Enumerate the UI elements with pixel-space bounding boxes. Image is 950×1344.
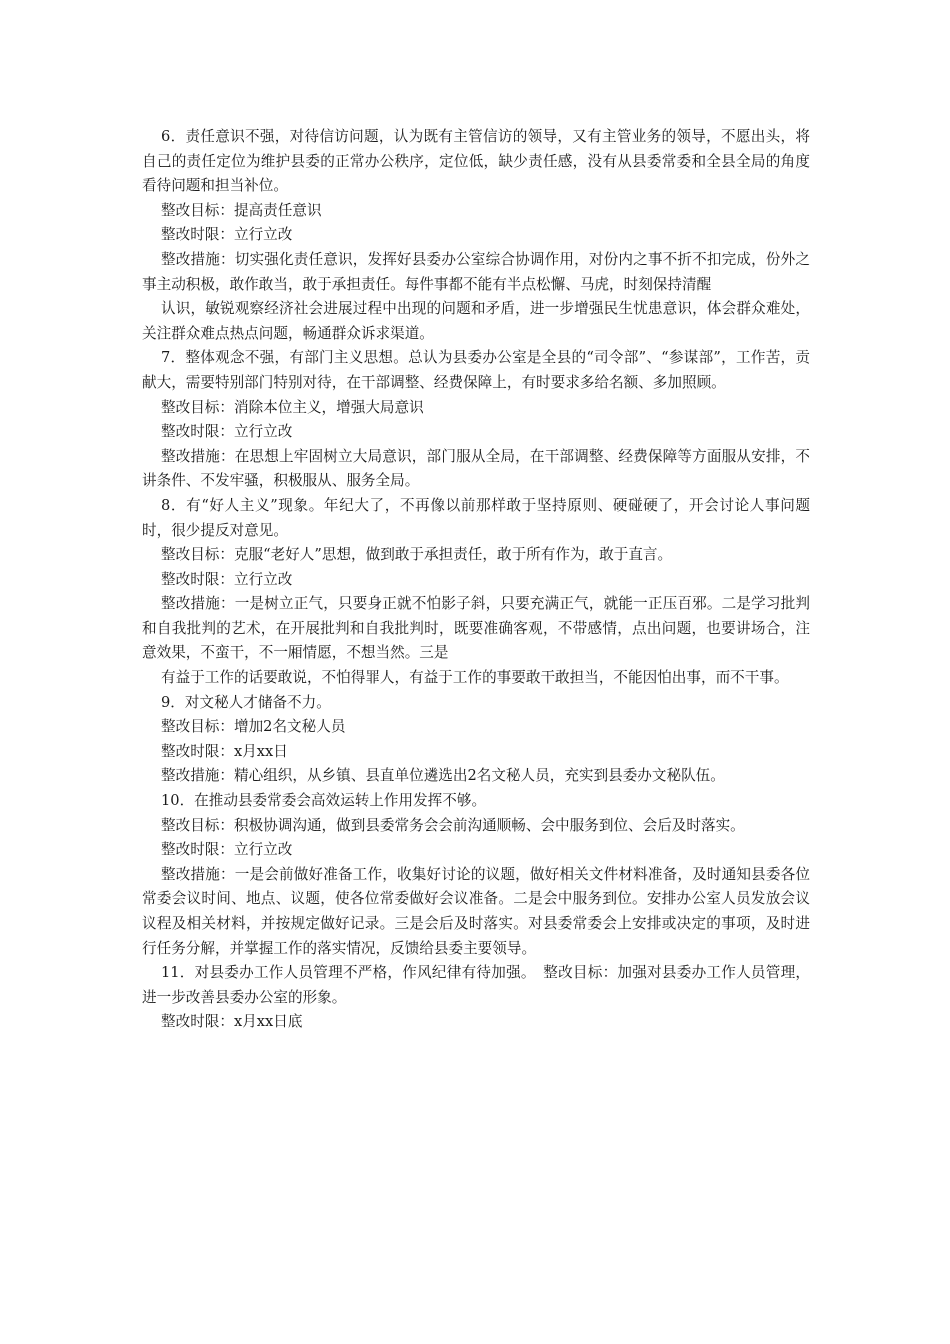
paragraph-issue-8: 8．有“好人主义”现象。年纪大了，不再像以前那样敢于坚持原则、硬碰硬了，开会讨论人事问题时，很少提反对意见。 — [142, 496, 810, 539]
paragraph-deadline-10: 整改时限：立行立改 — [161, 841, 293, 859]
paragraph-target-9: 整改目标：增加2名文秘人员 — [161, 718, 346, 736]
paragraph-issue-9: 9．对文秘人才储备不力。 — [161, 693, 331, 711]
paragraph-target-10: 整改目标：积极协调沟通，做到县委常务会会前沟通顺畅、会中服务到位、会后及时落实。 — [161, 816, 745, 834]
paragraph-deadline-11: 整改时限：x月xx日底 — [161, 1013, 303, 1031]
paragraph-deadline-7: 整改时限：立行立改 — [161, 423, 293, 441]
paragraph-measure-9: 整改措施：精心组织，从乡镇、县直单位遴选出2名文秘人员，充实到县委办文秘队伍。 — [161, 767, 725, 785]
paragraph-deadline-8: 整改时限：立行立改 — [161, 570, 293, 588]
paragraph-measure-10: 整改措施：一是会前做好准备工作，收集好讨论的议题，做好相关文件材料准备，及时通知县委各位常委会议时间、地点、议题，使各位常委做好会议准备。二是会中服务到位。安排办公室人员发放会议议程及相关材料，并按规定做好记录。三是会后及时落实。对县委常委会上安排或决定的事项，及时进行任务分解，并掌握工作的落实情况，反馈给县委主要领导。 — [142, 865, 810, 957]
paragraph-target-8: 整改目标：克服“老好人”思想，做到敢于承担责任，敢于所有作为，敢于直言。 — [161, 546, 673, 564]
paragraph-target-7: 整改目标：消除本位主义，增强大局意识 — [161, 398, 424, 416]
paragraph-deadline-6: 整改时限：立行立改 — [161, 226, 293, 244]
paragraph-measure-6: 整改措施：切实强化责任意识，发挥好县委办公室综合协调作用，对份内之事不折不扣完成，份外之事主动积极，敢作敢当，敢于承担责任。每件事都不能有半点松懈、马虎，时刻保持清醒 — [142, 250, 810, 293]
paragraph-deadline-9: 整改时限：x月xx日 — [161, 742, 288, 760]
paragraph-measure-6-cont: 认识，敏锐观察经济社会进展过程中出现的问题和矛盾，进一步增强民生忧患意识，体会群众难处，关注群众难点热点问题，畅通群众诉求渠道。 — [142, 300, 810, 342]
paragraph-issue-6: 6．责任意识不强，对待信访问题，认为既有主管信访的领导，又有主管业务的领导，不愿出头，将自己的责任定位为维护县委的正常办公秩序，定位低，缺少责任感，没有从县委常委和全县全局的角度看待问题和担当补位。 — [142, 128, 810, 195]
paragraph-measure-8: 整改措施：一是树立正气，只要身正就不怕影子斜，只要充满正气，就能一正压百邪。二是学习批判和自我批判的艺术，在开展批判和自我批判时，既要准确客观，不带感情，点出问题，也要讲场合，注意效果，不蛮干，不一厢情愿，不想当然。三是 — [142, 595, 810, 662]
paragraph-measure-7: 整改措施：在思想上牢固树立大局意识，部门服从全局，在干部调整、经费保障等方面服从安排，不讲条件、不发牢骚，积极服从、服务全局。 — [142, 447, 810, 490]
paragraph-issue-11: 11．对县委办工作人员管理不严格，作风纪律有待加强。 整改目标：加强对县委办工作人员管理，进一步改善县委办公室的形象。 — [142, 964, 810, 1006]
document-body — [142, 125, 810, 1035]
paragraph-measure-8-cont: 有益于工作的话要敢说，不怕得罪人，有益于工作的事要敢干敢担当，不能因怕出事，而不干事。 — [161, 669, 789, 687]
paragraph-issue-10: 10．在推动县委常委会高效运转上作用发挥不够。 — [161, 792, 487, 810]
paragraph-issue-7: 7．整体观念不强，有部门主义思想。总认为县委办公室是全县的“司令部”、“参谋部”，工作苦，贡献大，需要特别部门特别对待，在干部调整、经费保障上，有时要求多给名额、多加照顾。 — [142, 349, 810, 391]
paragraph-target-6: 整改目标：提高责任意识 — [161, 201, 322, 219]
